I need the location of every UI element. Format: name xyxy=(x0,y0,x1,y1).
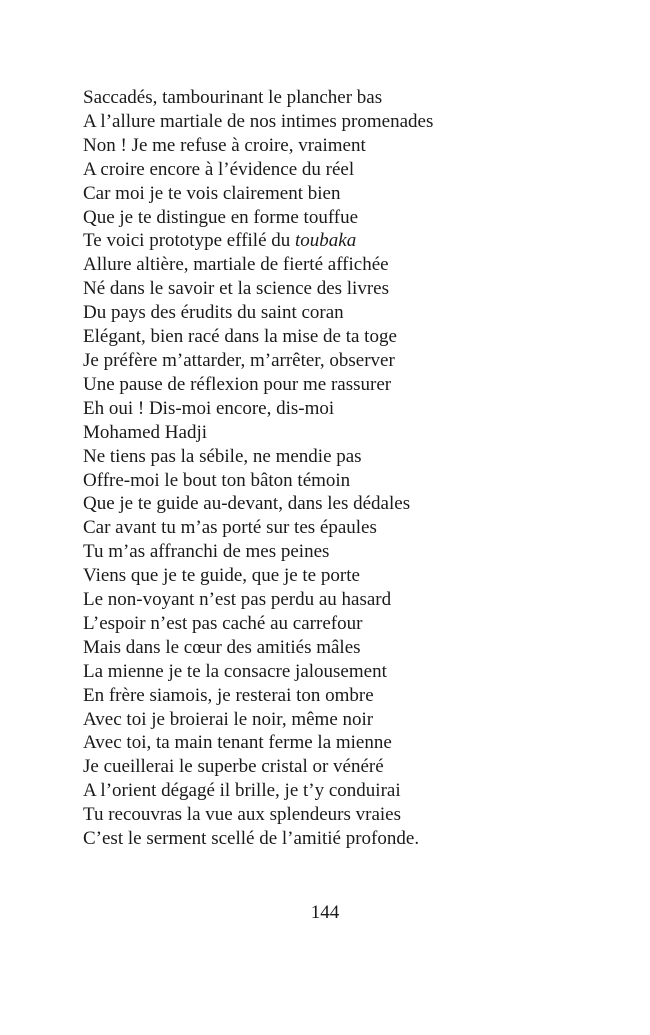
poem-line xyxy=(83,229,603,253)
page-number: 144 xyxy=(310,902,340,923)
poem-line-italic-word: toubaka xyxy=(295,230,357,252)
poem-line: Du pays des érudits du saint coran xyxy=(83,302,344,324)
poem-line: Saccadés, tambourinant le plancher bas xyxy=(83,87,383,108)
poem-line: A croire encore à l’évidence du réel xyxy=(83,158,355,180)
poem-line: Avec toi je broierai le noir, même noir xyxy=(83,708,374,730)
poem-line: Je préfère m’attarder, m’arrêter, observer xyxy=(83,349,395,371)
poem-line: L’espoir n’est pas caché au carrefour xyxy=(83,612,363,634)
poem-line: Tu recouvras la vue aux splendeurs vraies xyxy=(83,804,401,826)
poem-line: Non ! Je me refuse à croire, vraiment xyxy=(83,134,366,156)
poem-line: Car avant tu m’as porté sur tes épaules xyxy=(83,517,377,539)
poem-line: Car moi je te vois clairement bien xyxy=(83,182,341,204)
poem-line: Ne tiens pas la sébile, ne mendie pas xyxy=(83,445,362,467)
poem-line: Offre-moi le bout ton bâton témoin xyxy=(83,469,351,491)
poem-line: Mais dans le cœur des amitiés mâles xyxy=(83,636,361,658)
poem-line: Elégant, bien racé dans la mise de ta toge xyxy=(83,326,397,348)
poem-line: Mohamed Hadji xyxy=(83,421,208,443)
poem-line: Que je te distingue en forme touffue xyxy=(83,206,359,228)
poem-line: A l’orient dégagé il brille, je t’y conduirai xyxy=(83,780,401,802)
poem-line: Viens que je te guide, que je te porte xyxy=(83,565,360,587)
poem-line: C’est le serment scellé de l’amitié profonde. xyxy=(83,828,420,850)
poem-line: Que je te guide au-devant, dans les dédales xyxy=(83,493,411,515)
poem-line: La mienne je te la consacre jalousement xyxy=(83,660,387,682)
poem-line: A l’allure martiale de nos intimes promenades xyxy=(83,110,434,132)
poem-line: Avec toi, ta main tenant ferme la mienne xyxy=(83,732,392,754)
poem-line-text: Te voici prototype effilé du xyxy=(83,230,296,252)
poem-text xyxy=(83,86,603,851)
poem-line: Tu m’as affranchi de mes peines xyxy=(83,541,330,563)
poem-line: Né dans le savoir et la science des livres xyxy=(83,278,389,300)
poem-line: Je cueillerai le superbe cristal or vénéré xyxy=(83,756,384,778)
poem-line: Une pause de réflexion pour me rassurer xyxy=(83,373,392,395)
poem-line: Allure altière, martiale de fierté affichée xyxy=(83,254,389,276)
poem-line: Eh oui ! Dis-moi encore, dis-moi xyxy=(83,397,335,419)
poem-line: En frère siamois, je resterai ton ombre xyxy=(83,684,374,706)
poem-line: Le non-voyant n’est pas perdu au hasard xyxy=(83,589,392,611)
